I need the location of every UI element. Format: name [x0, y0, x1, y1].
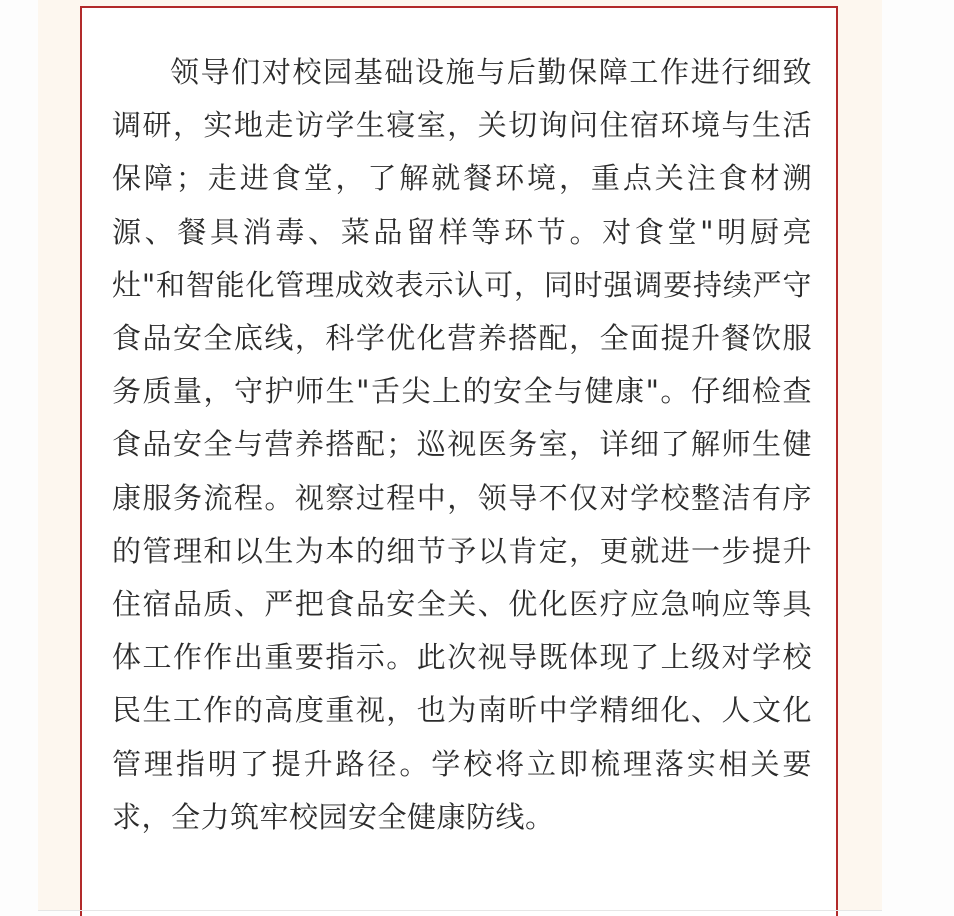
bottom-divider [38, 910, 882, 911]
article-card [80, 6, 838, 916]
article-paragraph: 领导们对校园基础设施与后勤保障工作进行细致调研，实地走访学生寝室，关切询问住宿环境与生活保障；走进食堂，了解就餐环境，重点关注食材溯源、餐具消毒、菜品留样等环节。对食堂"明厨亮灶"和智能化管理成效表示认可，同时强调要持续严守食品安全底线，科学优化营养搭配，全面提升餐饮服务质量，守护师生"舌尖上的安全与健康"。仔细检查食品安全与营养搭配；巡视医务室，详细了解师生健康服务流程。视察过程中，领导不仅对学校整洁有序的管理和以生为本的细节予以肯定，更就进一步提升住宿品质、严把食品安全关、优化医疗应急响应等具体工作作出重要指示。此次视导既体现了上级对学校民生工作的高度重视，也为南昕中学精细化、人文化管理指明了提升路径。学校将立即梳理落实相关要求，全力筑牢校园安全健康防线。 [112, 55, 812, 834]
